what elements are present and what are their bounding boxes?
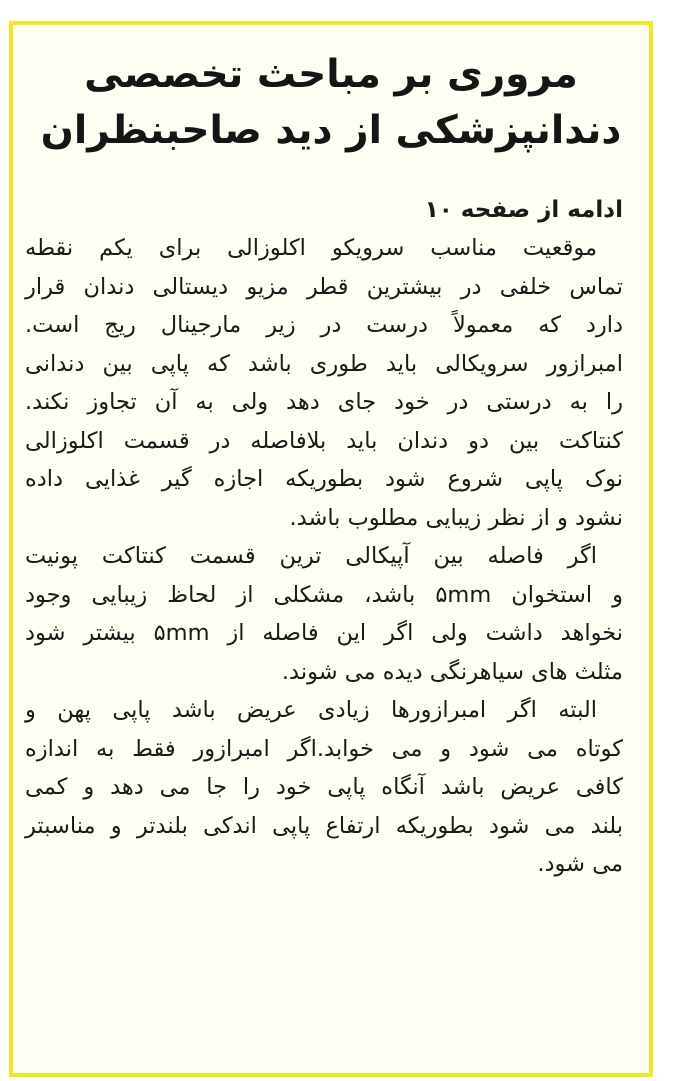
text-line: نوک پاپی شروع شود بطوریکه اجازه گیر غذایی داده (25, 466, 623, 492)
headline-line: دندانپزشکی از دید صاحبنظران (40, 108, 622, 153)
text-line: اگر فاصله بین آپیکالی ترین قسمت کنتاکت پونیت (25, 543, 597, 569)
text-line: و استخوان ۵mm باشد، مشکلی از لحاظ زیبایی وجود (25, 581, 623, 608)
text-line: نخواهد داشت ولی اگر این فاصله از ۵mm بیشتر شود (25, 620, 623, 646)
text-line: البته اگر امبرازورها زیادی عریض باشد پاپی پهن و (25, 697, 597, 723)
text-line: نشود و از نظر زیبایی مطلوب باشد. (289, 504, 623, 531)
text-line: دارد که معمولاً درست در زیر مارجینال ریج است. (25, 312, 623, 338)
text-line: موقعیت مناسب سرویکو اکلوزالی برای یکم نقطه (25, 235, 597, 261)
text-line: می شود. (537, 851, 623, 877)
paragraph (25, 691, 623, 884)
article-headline (33, 47, 629, 159)
article-body (25, 229, 623, 884)
text-line: تماس خلفی در بیشترین قطر مزیو دیستالی دندان قرار (25, 273, 623, 300)
text-line: کوتاه می شود و می خوابد.اگر امبرازور فقط به اندازه (25, 735, 623, 762)
text-line: کنتاکت بین دو دندان باید بلافاصله در قسمت اکلوزالی (25, 427, 623, 454)
text-line: را به درستی در خود جای دهد ولی به آن تجاوز نکند. (25, 389, 623, 415)
text-line: امبرازور سرویکالی باید طوری باشد که پاپی بین دندانی (25, 350, 623, 377)
article-box (9, 21, 653, 1077)
paragraph (25, 229, 623, 537)
continued-from-label: ادامه از صفحه ۱۰ (424, 197, 623, 223)
paragraph (25, 537, 623, 691)
headline-line: مروری بر مباحث تخصصی (84, 52, 578, 97)
text-line: مثلث های سیاهرنگی دیده می شوند. (281, 658, 623, 685)
text-line: بلند می شود بطوریکه ارتفاع پاپی اندکی بلندتر و مناسبتر (25, 812, 623, 839)
text-line: کافی عریض باشد آنگاه پاپی خود را جا می دهد و کمی (25, 774, 623, 800)
